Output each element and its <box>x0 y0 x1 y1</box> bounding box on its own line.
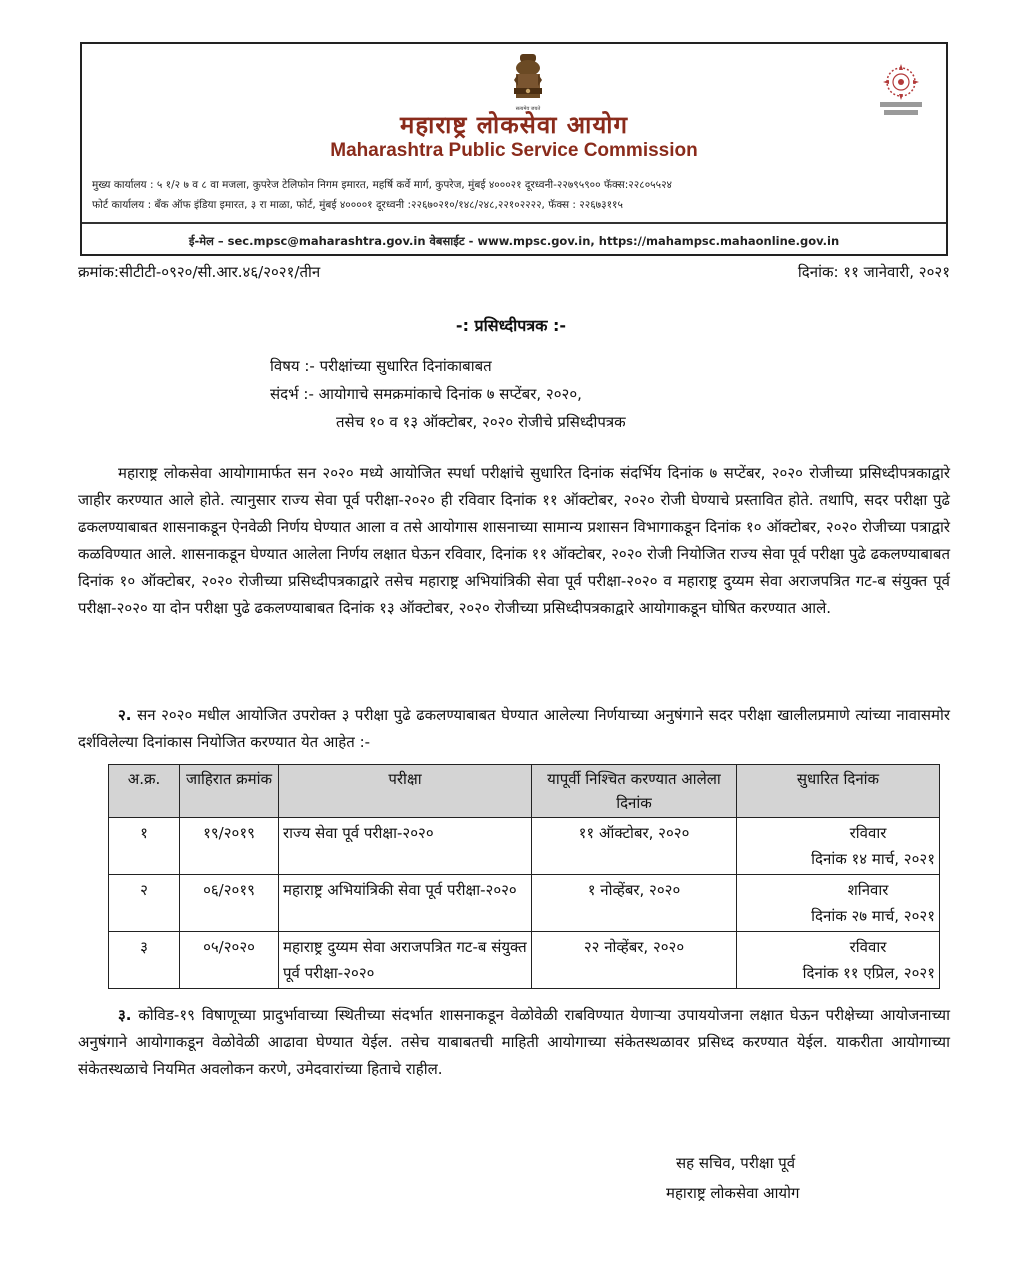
fort-office-address: फोर्ट कार्यालय : बँक ऑफ इंडिया इमारत, ३ रा माळा, फोर्ट, मुंबई ४००००१ दूरध्वनी :२२६७०२१०/१४८/२४८,२२१०२२२२, फॅक्स : २२६७३११५ <box>92 199 623 211</box>
national-emblem-icon <box>506 50 550 116</box>
table-row <box>109 932 940 989</box>
reference-line: संदर्भ :- आयोगाचे समक्रमांकाचे दिनांक ७ सप्टेंबर, २०२०, <box>270 385 582 403</box>
cell-advertisement: ०६/२०१९ <box>180 875 279 932</box>
cell-serial: २ <box>109 875 180 932</box>
header-advertisement: जाहिरात क्रमांक <box>180 765 279 818</box>
paragraph-1 <box>78 460 950 622</box>
cell-exam: महाराष्ट्र दुय्यम सेवा अराजपत्रित गट-ब संयुक्त पूर्व परीक्षा-२०२० <box>279 932 532 989</box>
revised-day: रविवार <box>849 824 887 842</box>
emblem-caption: सत्यमेव जयते <box>515 106 541 112</box>
paragraph-2 <box>78 702 950 756</box>
paragraph-2-text: सन २०२० मधील आयोजित उपरोक्त ३ परीक्षा पुढे ढकलण्याबाबत घेण्यात आलेल्या निर्णयाच्या अनुषंगाने सदर परीक्षा खालीलप्रमाणे त्यांच्या नावासमोर दर्शविलेल्या दिनांकास नियोजित करण्यात येत आहेत :- <box>78 706 950 751</box>
revised-date: दिनांक १४ मार्च, २०२१ <box>811 850 935 868</box>
main-office-address: मुख्य कार्यालय : ५ १/२ ७ व ८ वा मजला, कुपरेज टेलिफोन निगम इमारत, महर्षि कर्वे मार्ग, कुपरेज, मुंबई ४०००२१ दूरध्वनी-२२७९५९०० फॅक्स:२२८०५५२४ <box>92 179 672 191</box>
paragraph-1-text: महाराष्ट्र लोकसेवा आयोगामार्फत सन २०२० मध्ये आयोजित स्पर्धा परीक्षांचे सुधारित दिनांक संदर्भिय दिनांक ७ सप्टेंबर, २०२० रोजीच्या प्रसिध्दीपत्रकाद्वारे जाहीर करण्यात आले होते. त्यानुसार राज्य सेवा पूर्व परीक्षा-२०२० ही रविवार दिनांक ११ ऑक्टोबर, २०२० रोजी घेण्याचे प्रस्तावित होते. तथापि, सदर परीक्षा पुढे ढकलण्याबाबत शासनाकडून ऐनवेळी निर्णय घेण्यात आला व तसे आयोगास शासनाच्या सामान्य प्रशासन विभागाकडून दिनांक १० ऑक्टोबर, २०२० रोजीच्या पत्राद्वारे कळविण्यात आले. शासनाकडून घेण्यात आलेला निर्णय लक्षात घेऊन रविवार, दिनांक ११ ऑक्टोबर, २०२० रोजी नियोजित राज्य सेवा पूर्व परीक्षा पुढे ढकलण्याबाबत दिनांक १० ऑक्टोबर, २०२० रोजीच्या प्रसिध्दीपत्रकाद्वारे तसेच महाराष्ट्र अभियांत्रिकी सेवा पूर्व परीक्षा-२०२० व महाराष्ट्र दुय्यम सेवा अराजपत्रित गट-ब संयुक्त पूर्व परीक्षा-२०२० या दोन परीक्षा पुढे ढकलण्याबाबत दिनांक १३ ऑक्टोबर, २०२० रोजीच्या प्रसिध्दीपत्रकाद्वारे आयोगाकडून घोषित करण्यात आले. <box>78 464 950 617</box>
commission-title-english: Maharashtra Public Service Commission <box>330 140 698 161</box>
cell-revised-date <box>737 875 940 932</box>
paragraph-3-number: ३. <box>118 1006 132 1024</box>
exam-schedule-table <box>108 764 940 989</box>
revised-date: दिनांक २७ मार्च, २०२१ <box>811 907 935 925</box>
signatory-organization: महाराष्ट्र लोकसेवा आयोग <box>666 1184 800 1202</box>
paragraph-3-text: कोविड-१९ विषाणूच्या प्रादुर्भावाच्या स्थितीच्या संदर्भात शासनाकडून वेळोवेळी राबविण्यात येणाऱ्या उपाययोजना लक्षात घेऊन परीक्षेच्या आयोजनाच्या अनुषंगाने आयोगाकडून वेळोवेळी आढावा घेण्यात येईल. तसेच याबाबतची माहिती आयोगाच्या संकेतस्थळावर प्रसिध्द करण्यात येईल. याकरीता आयोगाच्या संकेतस्थळाचे नियमित अवलोकन करणे, उमेदवारांच्या हिताचे राहील. <box>78 1006 950 1078</box>
cell-exam: महाराष्ट्र अभियांत्रिकी सेवा पूर्व परीक्षा-२०२० <box>279 875 532 932</box>
contact-line: ई-मेल – sec.mpsc@maharashtra.gov.in वेबसाईट - www.mpsc.gov.in, https://mahampsc.mahaonline.gov.in <box>188 234 840 248</box>
signature-block <box>666 1148 799 1208</box>
table-row <box>109 875 940 932</box>
paragraph-2-number: २. <box>118 706 132 724</box>
letterhead-divider <box>82 222 946 224</box>
header-serial: अ.क्र. <box>109 765 180 818</box>
table-header-row <box>109 765 940 818</box>
cell-serial: १ <box>109 818 180 875</box>
header-exam: परीक्षा <box>279 765 532 818</box>
table-row <box>109 818 940 875</box>
cell-exam: राज्य सेवा पूर्व परीक्षा-२०२० <box>279 818 532 875</box>
cell-serial: ३ <box>109 932 180 989</box>
reference-line-continued: तसेच १० व १३ ऑक्टोबर, २०२० रोजीचे प्रसिध्दीपत्रक <box>336 413 626 431</box>
letterhead <box>80 42 948 256</box>
cell-revised-date <box>737 818 940 875</box>
commission-title-marathi: महाराष्ट्र लोकसेवा आयोग <box>400 111 628 139</box>
press-release-heading: -: प्रसिध्दीपत्रक :- <box>455 316 567 335</box>
cell-previous-date: १ नोव्हेंबर, २०२० <box>532 875 737 932</box>
header-previous-date: यापूर्वी निश्चित करण्यात आलेला दिनांक <box>532 765 737 818</box>
reference-number: क्रमांक:सीटीटी-०९२०/सी.आर.४६/२०२१/तीन <box>78 263 321 281</box>
document-date: दिनांक: ११ जानेवारी, २०२१ <box>797 263 950 281</box>
cell-previous-date: २२ नोव्हेंबर, २०२० <box>532 932 737 989</box>
revised-day: रविवार <box>849 938 887 956</box>
paragraph-3 <box>78 1002 950 1083</box>
cell-advertisement: ०५/२०२० <box>180 932 279 989</box>
revised-date: दिनांक ११ एप्रिल, २०२१ <box>802 964 935 982</box>
subject-line: विषय :- परीक्षांच्या सुधारित दिनांकाबाबत <box>270 357 492 375</box>
signatory-designation: सह सचिव, परीक्षा पूर्व <box>676 1154 796 1172</box>
cell-advertisement: १९/२०१९ <box>180 818 279 875</box>
revised-day: शनिवार <box>847 881 889 899</box>
cell-previous-date: ११ ऑक्टोबर, २०२० <box>532 818 737 875</box>
subject-block <box>270 352 626 436</box>
header-revised-date: सुधारित दिनांक <box>737 765 940 818</box>
reference-row <box>78 262 950 282</box>
cell-revised-date <box>737 932 940 989</box>
